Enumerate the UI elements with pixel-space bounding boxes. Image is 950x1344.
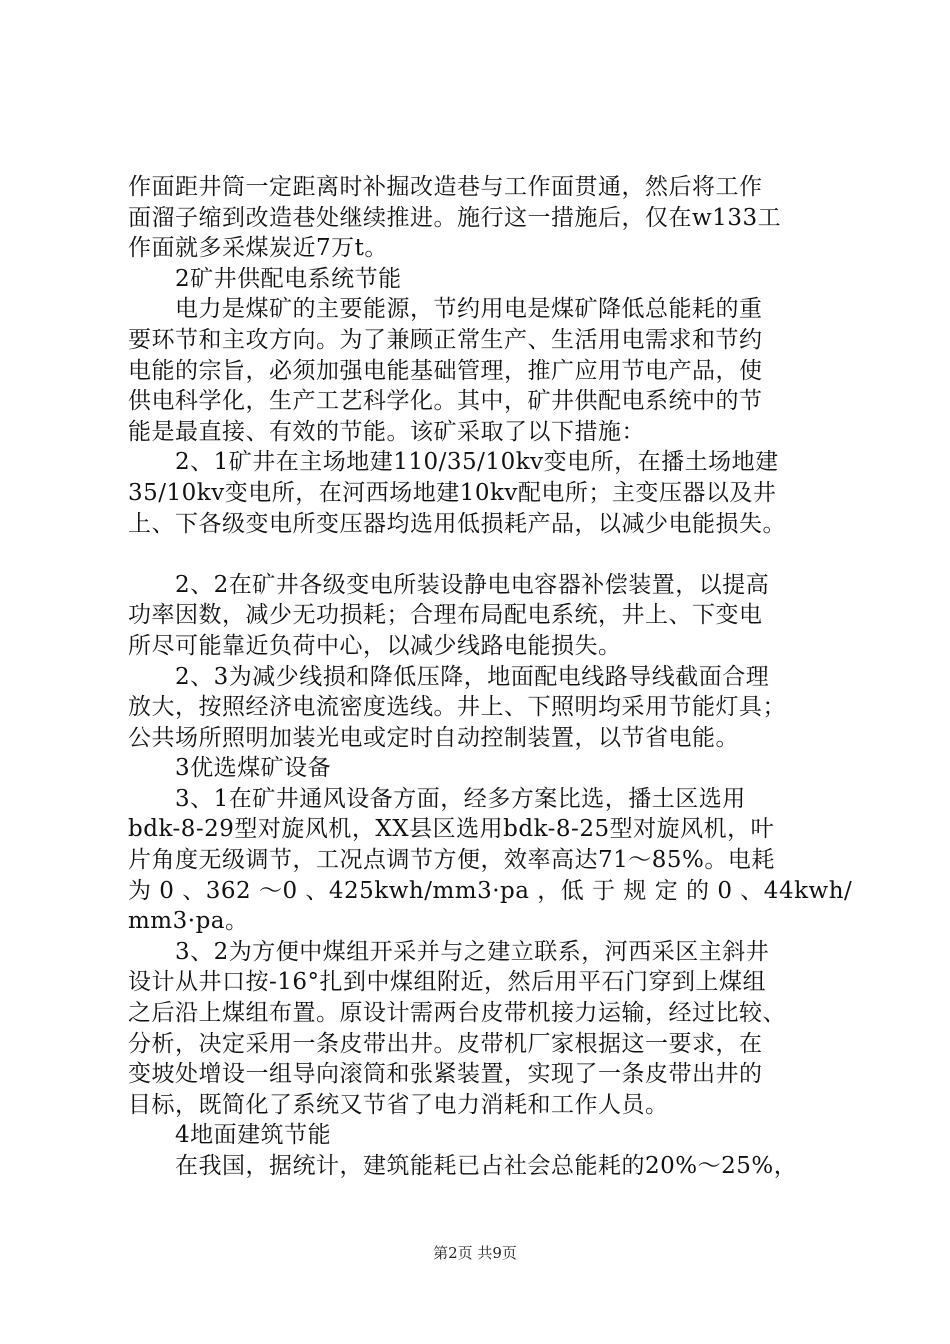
text-line: 能是最直接、有效的节能。该矿采取了以下措施： (128, 418, 645, 445)
text-line: 供电科学化，生产工艺科学化。其中，矿井供配电系统中的节 (128, 388, 763, 415)
text-line: 面溜子缩到改造巷处继续推进。施行这一措施后，仅在w133工 (128, 204, 782, 231)
page-footer: 第2页 共9页 (433, 1244, 517, 1262)
text-line: 放大，按照经济电流密度选线。井上、下照明均采用节能灯具； (128, 694, 786, 721)
text-line: 4地面建筑节能 (128, 1122, 332, 1149)
text-line: 作面距井筒一定距离时补掘改造巷与工作面贯通，然后将工作 (128, 174, 763, 200)
text-line: 之后沿上煤组布置。原设计需两台皮带机接力运输，经过比较、 (128, 1000, 786, 1027)
text-line: 电力是煤矿的主要能源，节约用电是煤矿降低总能耗的重 (128, 296, 763, 323)
text-line: 作面就多采煤炭近7万t。 (128, 235, 388, 262)
text-line: 2、1矿井在主场地建110/35/10kv变电所，在播土场地建 (128, 449, 779, 476)
text-line: 所尽可能靠近负荷中心，以减少线路电能损失。 (128, 632, 622, 659)
text-line: 在我国，据统计，建筑能耗已占社会总能耗的20%～25%， (128, 1153, 798, 1179)
text-line: 2矿井供配电系统节能 (128, 265, 402, 292)
text-line: 变坡处增设一组导向滚筒和张紧装置，实现了一条皮带出井的 (128, 1061, 763, 1088)
text-line: 公共场所照明加装光电或定时自动控制装置，以节省电能。 (128, 724, 739, 751)
text-line: 上、下各级变电所变压器均选用低损耗产品，以减少电能损失。 (128, 510, 786, 537)
text-line: 目标，既简化了系统又节省了电力消耗和工作人员。 (128, 1091, 669, 1118)
text-line: 为 0 、362 ～0 、425kwh/mm3·pa ，低 于 规 定 的 0 、44kwh/ (128, 877, 853, 904)
text-line: 2、3为减少线损和降低压降，地面配电线路导线截面合理 (128, 663, 770, 690)
text-line: 2、2在矿井各级变电所装设静电电容器补偿装置，以提高 (128, 571, 770, 598)
text-line: 要环节和主攻方向。为了兼顾正常生产、生活用电需求和节约 (128, 326, 763, 353)
text-line: 35/10kv变电所，在河西场地建10kv配电所；主变压器以及井 (128, 479, 777, 506)
text-line: 电能的宗旨，必须加强电能基础管理，推广应用节电产品，使 (128, 357, 763, 384)
blank-line (128, 539, 840, 570)
text-line: mm3·pa。 (128, 908, 249, 935)
text-line: bdk-8-29型对旋风机，XX县区选用bdk-8-25型对旋风机，叶 (128, 816, 775, 843)
text-line: 设计从井口按-16°扎到中煤组附近，然后用平石门穿到上煤组 (128, 969, 767, 996)
body-text (128, 172, 853, 1182)
text-line: 分析，决定采用一条皮带出井。皮带机厂家根据这一要求，在 (128, 1030, 763, 1057)
text-line: 片角度无级调节，工况点调节方便，效率高达71～85%。电耗 (128, 847, 775, 874)
text-line: 3优选煤矿设备 (128, 755, 332, 782)
text-line: 3、1在矿井通风设备方面，经多方案比选，播土区选用 (128, 785, 746, 812)
text-line: 3、2为方便中煤组开采并与之建立联系，河西采区主斜井 (128, 938, 770, 965)
text-line: 功率因数，减少无功损耗；合理布局配电系统，井上、下变电 (128, 602, 763, 629)
